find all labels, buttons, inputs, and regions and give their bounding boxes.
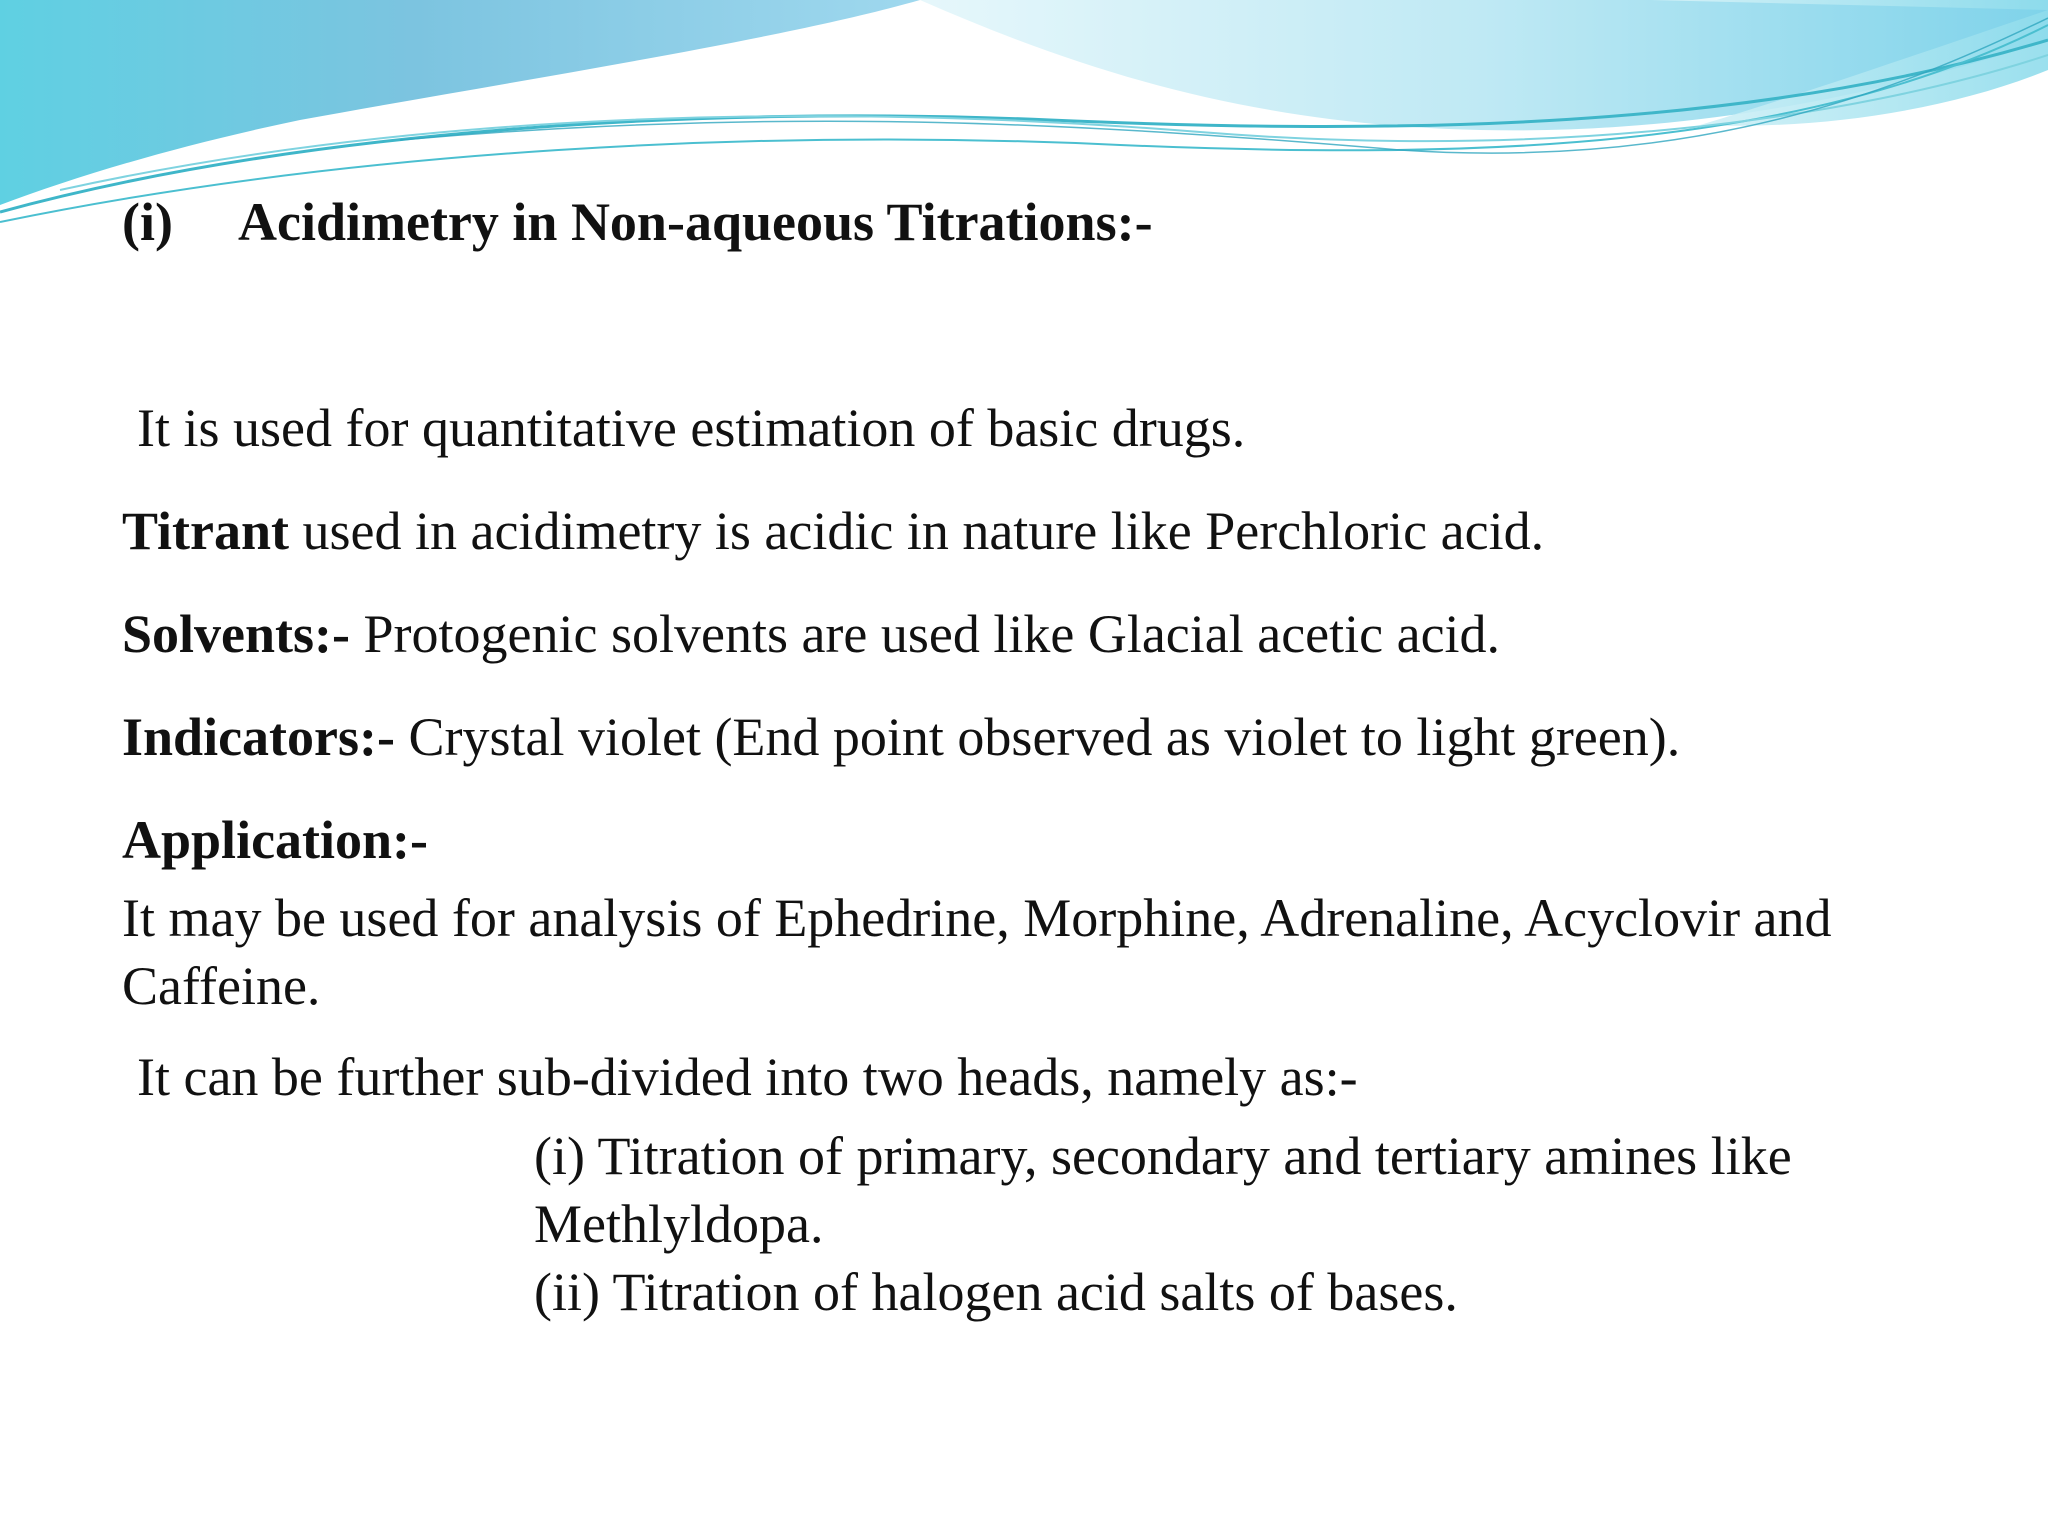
subdivision-intro: It can be further sub-divided into two heads, namely as:-: [137, 1047, 1358, 1107]
solvents-text: Protogenic solvents are used like Glacial acetic acid.: [350, 604, 1501, 664]
intro-text: It is used for quantitative estimation of basic drugs.: [137, 398, 1246, 458]
solvents-label: Solvents:-: [122, 604, 350, 664]
subdivision-item-2: (ii) Titration of halogen acid salts of bases.: [534, 1262, 1458, 1322]
application-text: It may be used for analysis of Ephedrine, Morphine, Adrenaline, Acyclovir and Caffeine.: [122, 888, 1832, 1016]
titrant-line: [122, 497, 1544, 565]
indicators-label: Indicators:-: [122, 707, 395, 767]
indicators-line: [122, 703, 1680, 771]
slide-heading: [122, 188, 1153, 256]
heading-title: Acidimetry in Non-aqueous Titrations:-: [238, 192, 1153, 252]
titrant-text: used in acidimetry is acidic in nature like Perchloric acid.: [289, 501, 1545, 561]
heading-number: (i): [122, 192, 173, 252]
subdivision-item-1: (i) Titration of primary, secondary and tertiary amines like Methlyldopa.: [534, 1126, 1792, 1254]
titrant-label: Titrant: [122, 501, 290, 561]
subdivision-list: [534, 1122, 2014, 1326]
solvents-line: [122, 600, 1500, 668]
application-heading: Application:-: [122, 810, 429, 870]
indicators-text: Crystal violet (End point observed as violet to light green).: [394, 707, 1681, 767]
